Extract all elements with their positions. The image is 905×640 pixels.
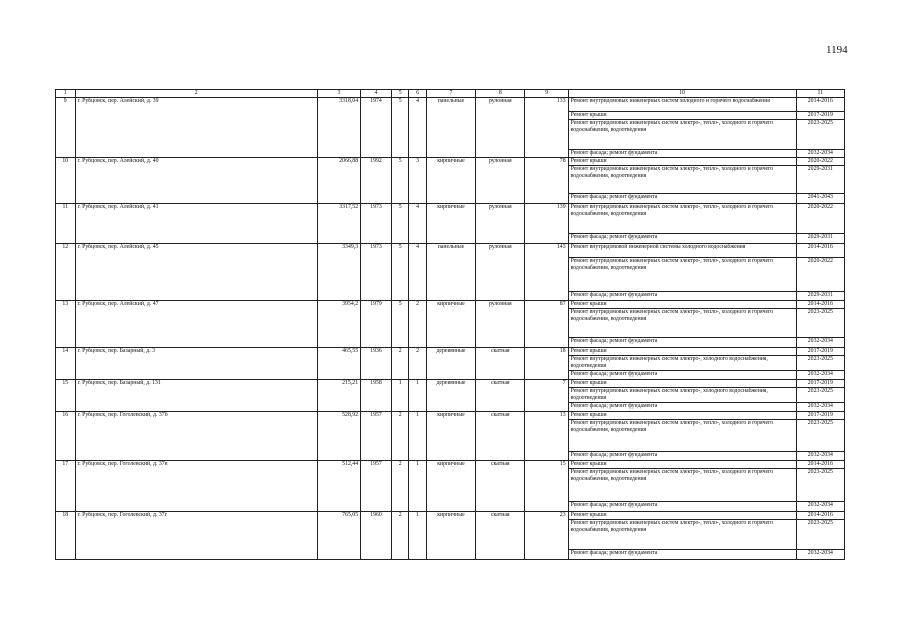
- floor-count: 5: [391, 204, 408, 244]
- table-body: [56, 90, 845, 560]
- wall-material: кирпичные: [426, 461, 475, 512]
- wall-material: панельные: [426, 98, 475, 158]
- column-number: 6: [409, 90, 426, 98]
- roof-type: рулонная: [476, 158, 525, 204]
- repair-period: 2023-2025: [796, 388, 844, 403]
- building-address: г. Рубцовск, пер. Базарный, д. 3: [75, 348, 317, 380]
- floor-count: 2: [391, 512, 408, 560]
- building-area: 528,92: [317, 412, 360, 461]
- entrance-count: 2: [409, 301, 426, 348]
- building-area: 512,44: [317, 461, 360, 512]
- repair-work: Ремонт крыши: [568, 158, 796, 166]
- construction-year: 1957: [361, 412, 392, 461]
- column-number: 1: [56, 90, 76, 98]
- column-number: 5: [391, 90, 408, 98]
- repair-work: Ремонт крыши: [568, 461, 796, 469]
- table-row: [56, 244, 845, 258]
- building-area: 215,21: [317, 380, 360, 412]
- wall-material: кирпичные: [426, 412, 475, 461]
- column-number: 10: [568, 90, 796, 98]
- resident-count: 13: [525, 412, 568, 461]
- roof-type: скатная: [476, 512, 525, 560]
- building-number: 17: [56, 461, 76, 512]
- repair-period: 2020-2022: [796, 204, 844, 234]
- repair-period: 2014-2016: [796, 244, 844, 258]
- building-area: 2066,88: [317, 158, 360, 204]
- repair-work: Ремонт внутридомовых инженерных систем электро-, тепло-, холодного и горячего водоснабжения, водоотведения: [568, 120, 796, 150]
- wall-material: кирпичные: [426, 204, 475, 244]
- repair-work: Ремонт внутридомовых инженерных систем электро-, тепло-, холодного и горячего водоснабжения, водоотведения: [568, 420, 796, 452]
- building-address: г. Рубцовск, пер. Гоголевский, д. 37в: [75, 461, 317, 512]
- repair-period: 2017-2019: [796, 380, 844, 388]
- entrance-count: 2: [409, 348, 426, 380]
- repair-work: Ремонт фасада; ремонт фундамента: [568, 150, 796, 158]
- repair-work: Ремонт внутридомовых инженерных систем холодного и горячего водоснабжения: [568, 98, 796, 112]
- building-number: 14: [56, 348, 76, 380]
- repair-period: 2032-2034: [796, 452, 844, 461]
- building-number: 12: [56, 244, 76, 301]
- floor-count: 5: [391, 98, 408, 158]
- repair-period: 2017-2019: [796, 112, 844, 120]
- repair-period: 2023-2025: [796, 469, 844, 502]
- building-number: 16: [56, 412, 76, 461]
- repair-work: Ремонт внутридомовых инженерных систем электро-, тепло-, холодного и горячего водоснабжения, водоотведения: [568, 469, 796, 502]
- resident-count: 7: [525, 380, 568, 412]
- repair-period: 2014-2016: [796, 301, 844, 309]
- repair-period: 2014-2016: [796, 512, 844, 520]
- column-number: 2: [75, 90, 317, 98]
- repair-period: 2020-2022: [796, 158, 844, 166]
- repair-work: Ремонт фасада; ремонт фундамента: [568, 194, 796, 204]
- repair-work: Ремонт фасада; ремонт фундамента: [568, 452, 796, 461]
- building-address: г. Рубцовск, пер. Алейский, д. 45: [75, 244, 317, 301]
- resident-count: 23: [525, 512, 568, 560]
- building-address: г. Рубцовск, пер. Алейский, д. 39: [75, 98, 317, 158]
- repair-period: 2029-2031: [796, 166, 844, 194]
- construction-year: 1936: [361, 348, 392, 380]
- column-number: 9: [525, 90, 568, 98]
- repair-work: Ремонт внутридомовых инженерных систем электро-, тепло-, холодного и горячего водоснабжения, водоотведения: [568, 166, 796, 194]
- column-number: 8: [476, 90, 525, 98]
- repair-work: Ремонт внутридомовых инженерных систем электро-, тепло-, холодного и горячего водоснабжения, водоотведения: [568, 204, 796, 234]
- roof-type: скатная: [476, 380, 525, 412]
- construction-year: 1957: [361, 461, 392, 512]
- entrance-count: 1: [409, 380, 426, 412]
- wall-material: кирпичные: [426, 158, 475, 204]
- repair-period: 2032-2034: [796, 550, 844, 560]
- building-address: г. Рубцовск, пер. Алейский, д. 40: [75, 158, 317, 204]
- entrance-count: 4: [409, 244, 426, 301]
- table-row: [56, 301, 845, 309]
- repair-work: Ремонт фасада; ремонт фундамента: [568, 502, 796, 512]
- construction-year: 1973: [361, 244, 392, 301]
- construction-year: 1974: [361, 98, 392, 158]
- roof-type: рулонная: [476, 204, 525, 244]
- construction-year: 1960: [361, 512, 392, 560]
- construction-year: 1973: [361, 204, 392, 244]
- wall-material: панельные: [426, 244, 475, 301]
- repair-work: Ремонт внутридомовых инженерных систем электро-, холодного водоснабжения, водоотведения: [568, 388, 796, 403]
- building-number: 9: [56, 98, 76, 158]
- table-row: [56, 204, 845, 234]
- building-area: 465,55: [317, 348, 360, 380]
- repair-work: Ремонт внутридомовой инженерной системы холодного водоснабжения: [568, 244, 796, 258]
- building-address: г. Рубцовск, пер. Алейский, д. 41: [75, 204, 317, 244]
- repair-period: 2032-2034: [796, 371, 844, 380]
- building-area: 765,05: [317, 512, 360, 560]
- repair-period: 2032-2034: [796, 502, 844, 512]
- repair-work: Ремонт фасада; ремонт фундамента: [568, 550, 796, 560]
- entrance-count: 3: [409, 158, 426, 204]
- repair-period: 2032-2034: [796, 403, 844, 412]
- building-address: г. Рубцовск, пер. Гоголевский, д. 37г: [75, 512, 317, 560]
- entrance-count: 4: [409, 98, 426, 158]
- repair-period: 2014-2016: [796, 461, 844, 469]
- column-number: 11: [796, 90, 844, 98]
- roof-type: скатная: [476, 461, 525, 512]
- building-address: г. Рубцовск, пер. Базарный, д. 131: [75, 380, 317, 412]
- repair-period: 2023-2025: [796, 520, 844, 550]
- entrance-count: 4: [409, 204, 426, 244]
- table-row: [56, 512, 845, 520]
- resident-count: 15: [525, 461, 568, 512]
- table-row: [56, 461, 845, 469]
- wall-material: кирпичные: [426, 301, 475, 348]
- roof-type: скатная: [476, 412, 525, 461]
- wall-material: кирпичные: [426, 512, 475, 560]
- building-area: 3349,3: [317, 244, 360, 301]
- repair-work: Ремонт крыши: [568, 112, 796, 120]
- repair-work: Ремонт крыши: [568, 301, 796, 309]
- wall-material: деревянные: [426, 348, 475, 380]
- repair-work: Ремонт фасада; ремонт фундамента: [568, 403, 796, 412]
- repair-period: 2032-2034: [796, 338, 844, 348]
- building-number: 18: [56, 512, 76, 560]
- table-row: [56, 98, 845, 112]
- construction-year: 1992: [361, 158, 392, 204]
- building-number: 10: [56, 158, 76, 204]
- repair-period: 2020-2022: [796, 258, 844, 292]
- repair-work: Ремонт внутридомовых инженерных систем электро-, тепло-, холодного и горячего водоснабжения, водоотведения: [568, 520, 796, 550]
- floor-count: 2: [391, 412, 408, 461]
- floor-count: 5: [391, 244, 408, 301]
- building-address: г. Рубцовск, пер. Алейский, д. 47: [75, 301, 317, 348]
- resident-count: 18: [525, 348, 568, 380]
- resident-count: 78: [525, 158, 568, 204]
- table-row: [56, 158, 845, 166]
- floor-count: 2: [391, 461, 408, 512]
- entrance-count: 1: [409, 412, 426, 461]
- floor-count: 1: [391, 380, 408, 412]
- repair-period: 2014-2016: [796, 98, 844, 112]
- repair-work: Ремонт внутридомовых инженерных систем электро-, тепло-, холодного и горячего водоснабжения, водоотведения: [568, 309, 796, 338]
- building-area: 3317,52: [317, 204, 360, 244]
- column-number: 3: [317, 90, 360, 98]
- roof-type: рулонная: [476, 301, 525, 348]
- roof-type: скатная: [476, 348, 525, 380]
- repair-work: Ремонт фасада; ремонт фундамента: [568, 292, 796, 301]
- entrance-count: 1: [409, 512, 426, 560]
- column-number: 4: [361, 90, 392, 98]
- repair-work: Ремонт крыши: [568, 348, 796, 356]
- table-row: [56, 380, 845, 388]
- repair-work: Ремонт фасада; ремонт фундамента: [568, 371, 796, 380]
- repair-period: 2032-2034: [796, 150, 844, 158]
- building-area: 3954,2: [317, 301, 360, 348]
- column-number: 7: [426, 90, 475, 98]
- floor-count: 5: [391, 158, 408, 204]
- building-number: 13: [56, 301, 76, 348]
- building-address: г. Рубцовск, пер. Гоголевский, д. 37б: [75, 412, 317, 461]
- roof-type: рулонная: [476, 244, 525, 301]
- repair-work: Ремонт крыши: [568, 380, 796, 388]
- repair-work: Ремонт внутридомовых инженерных систем электро-, тепло-, холодного и горячего водоснабжения, водоотведения: [568, 258, 796, 292]
- floor-count: 2: [391, 348, 408, 380]
- table-row: [56, 412, 845, 420]
- repair-work: Ремонт крыши: [568, 512, 796, 520]
- roof-type: рулонная: [476, 98, 525, 158]
- repair-work: Ремонт внутридомовых инженерных систем электро-, холодного водоснабжения, водоотведения: [568, 356, 796, 371]
- repair-work: Ремонт крыши: [568, 412, 796, 420]
- repair-period: 2029-2031: [796, 292, 844, 301]
- repair-work: Ремонт фасада; ремонт фундамента: [568, 234, 796, 244]
- resident-count: 133: [525, 98, 568, 158]
- column-number-row: [56, 90, 845, 98]
- construction-year: 1958: [361, 380, 392, 412]
- repair-work: Ремонт фасада; ремонт фундамента: [568, 338, 796, 348]
- wall-material: деревянные: [426, 380, 475, 412]
- building-area: 3318,04: [317, 98, 360, 158]
- resident-count: 87: [525, 301, 568, 348]
- building-number: 11: [56, 204, 76, 244]
- floor-count: 5: [391, 301, 408, 348]
- repair-period: 2023-2025: [796, 356, 844, 371]
- repair-period: 2023-2025: [796, 120, 844, 150]
- repair-period: 2041-2043: [796, 194, 844, 204]
- resident-count: 139: [525, 204, 568, 244]
- repair-period: 2017-2019: [796, 348, 844, 356]
- table-row: [56, 348, 845, 356]
- building-number: 15: [56, 380, 76, 412]
- repair-period: 2023-2025: [796, 309, 844, 338]
- repair-period: 2017-2019: [796, 412, 844, 420]
- entrance-count: 1: [409, 461, 426, 512]
- page-number: 1194: [826, 44, 848, 56]
- repair-period: 2023-2025: [796, 420, 844, 452]
- construction-year: 1979: [361, 301, 392, 348]
- resident-count: 143: [525, 244, 568, 301]
- repair-period: 2029-2031: [796, 234, 844, 244]
- housing-repair-table: [55, 89, 845, 560]
